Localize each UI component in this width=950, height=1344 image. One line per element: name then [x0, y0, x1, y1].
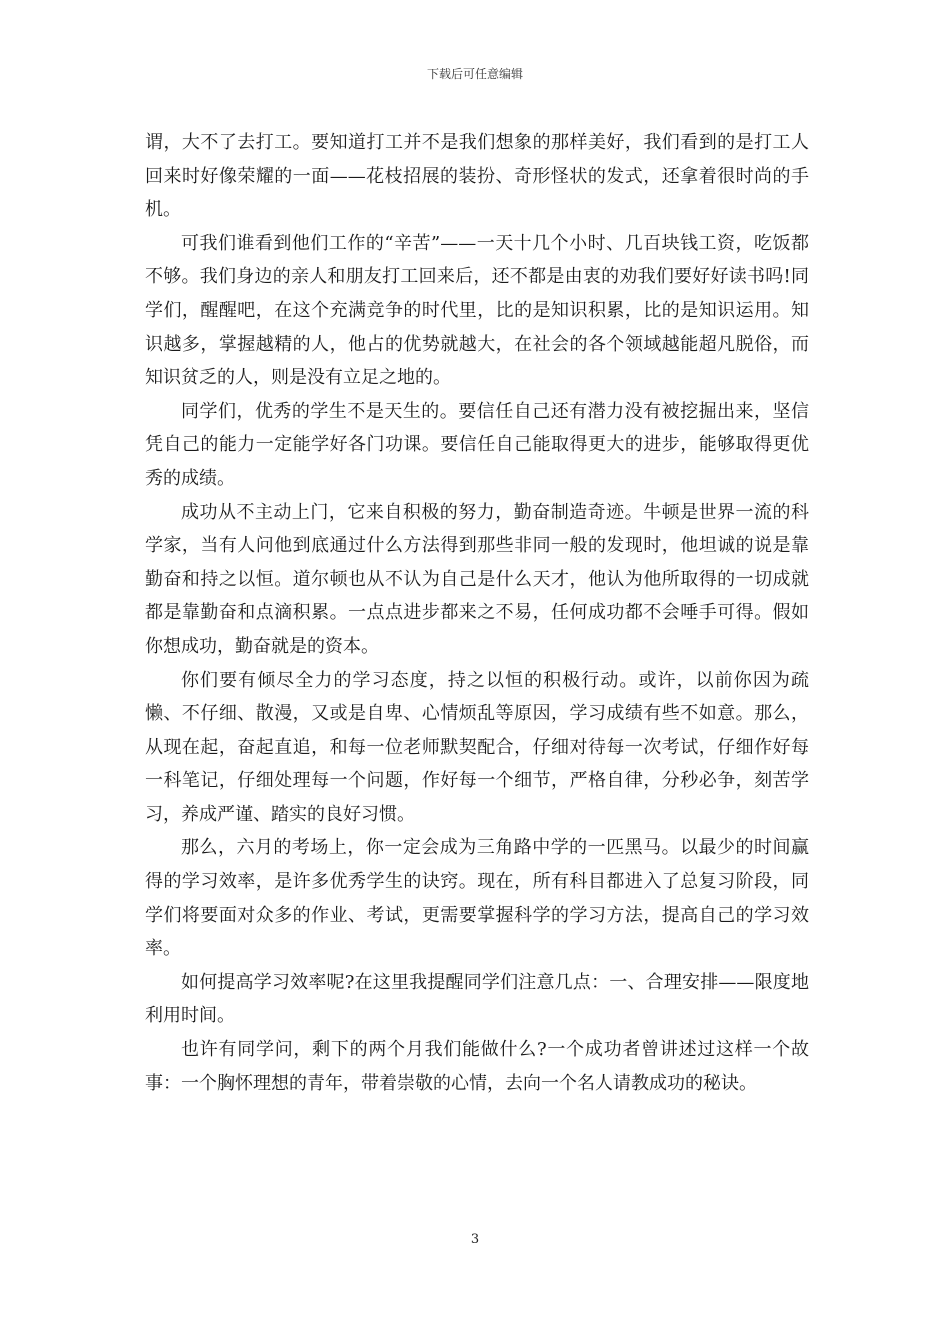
- paragraph: 你们要有倾尽全力的学习态度，持之以恒的积极行动。或许，以前你因为疏懒、不仔细、散漫，又或是自卑、心情烦乱等原因，学习成绩有些不如意。那么，从现在起，奋起直追，和每一位老师默契配合，仔细对待每一次考试，仔细作好每一科笔记，仔细处理每一个问题，作好每一个细节，严格自律，分秒必争，刻苦学习，养成严谨、踏实的良好习惯。: [145, 669, 809, 825]
- page-header: 下载后可任意编辑: [426, 67, 523, 81]
- paragraph: 如何提高学习效率呢?在这里我提醒同学们注意几点：一、合理安排——限度地利用时间。: [145, 971, 809, 1027]
- paragraph: 那么，六月的考场上，你一定会成为三角路中学的一匹黑马。以最少的时间赢得的学习效率，是许多优秀学生的诀窍。现在，所有科目都进入了总复习阶段，同学们将要面对众多的作业、考试，更需要掌握科学的学习方法，提高自己的学习效率。: [145, 837, 809, 960]
- document-body: [145, 126, 809, 1100]
- paragraph: 成功从不主动上门，它来自积极的努力，勤奋制造奇迹。牛顿是世界一流的科学家，当有人问他到底通过什么方法得到那些非同一般的发现时，他坦诚的说是靠勤奋和持之以恒。道尔顿也从不认为自己是什么天才，他认为他所取得的一切成就都是靠勤奋和点滴积累。一点点进步都来之不易，任何成功都不会唾手可得。假如你想成功，勤奋就是的资本。: [145, 501, 809, 657]
- paragraph: 可我们谁看到他们工作的“辛苦”——一天十几个小时、几百块钱工资，吃饭都不够。我们身边的亲人和朋友打工回来后，还不都是由衷的劝我们要好好读书吗!同学们，醒醒吧，在这个充满竞争的时代里，比的是知识积累，比的是知识运用。知识越多，掌握越精的人，他占的优势就越大，在社会的各个领域越能超凡脱俗，而知识贫乏的人，则是没有立足之地的。: [145, 232, 809, 389]
- paragraph: 同学们，优秀的学生不是天生的。要信任自己还有潜力没有被挖掘出来，坚信凭自己的能力一定能学好各门功课。要信任自己能取得更大的进步，能够取得更优秀的成绩。: [145, 400, 809, 489]
- paragraph: 也许有同学问，剩下的两个月我们能做什么?一个成功者曾讲述过这样一个故事：一个胸怀理想的青年，带着崇敬的心情，去向一个名人请教成功的秘诀。: [145, 1039, 809, 1094]
- paragraph-continued: 谓，大不了去打工。要知道打工并不是我们想象的那样美好，我们看到的是打工人回来时好像荣耀的一面——花枝招展的装扮、奇形怪状的发式，还拿着很时尚的手机。: [145, 132, 809, 221]
- page-number: 3: [470, 1232, 480, 1247]
